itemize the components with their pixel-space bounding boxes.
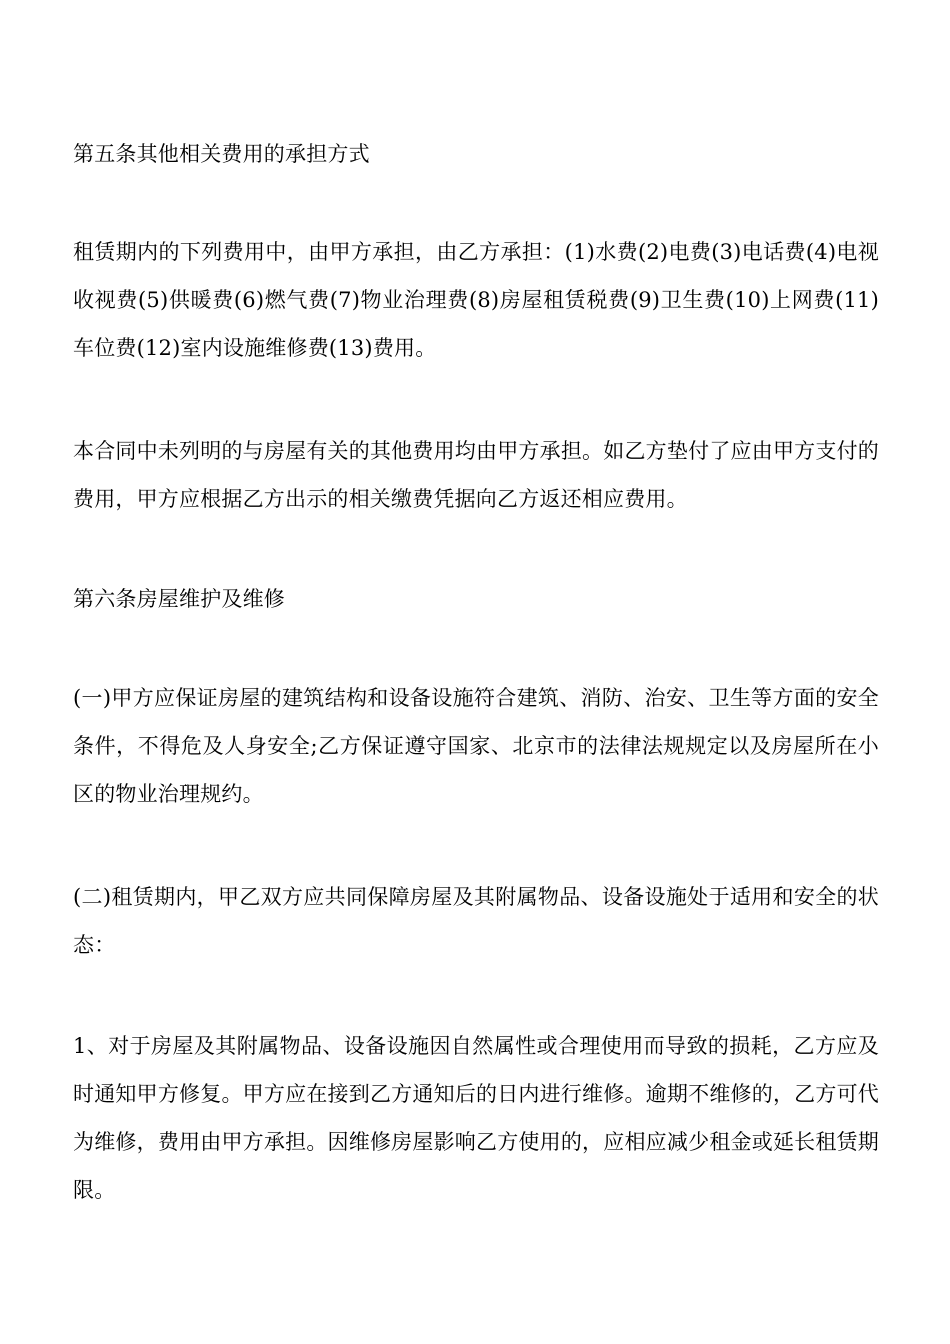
section6-item-1: (一)甲方应保证房屋的建筑结构和设备设施符合建筑、消防、治安、卫生等方面的安全条件，不得危及人身安全;乙方保证遵守国家、北京市的法律法规规定以及房屋所在小区的物业治理规约。	[73, 686, 879, 806]
section6-item-2-subitem-1: 1、对于房屋及其附属物品、设备设施因自然属性或合理使用而导致的损耗，乙方应及时通知甲方修复。甲方应在接到乙方通知后的日内进行维修。逾期不维修的，乙方可代为维修，费用由甲方承担。因维修房屋影响乙方使用的，应相应减少租金或延长租赁期限。	[73, 1034, 879, 1202]
section5-paragraph-2: 本合同中未列明的与房屋有关的其他费用均由甲方承担。如乙方垫付了应由甲方支付的费用，甲方应根据乙方出示的相关缴费凭据向乙方返还相应费用。	[73, 439, 879, 511]
section6-title: 第六条房屋维护及维修	[73, 587, 285, 611]
section5-paragraph-1: 租赁期内的下列费用中，由甲方承担，由乙方承担：(1)水费(2)电费(3)电话费(4)电视收视费(5)供暖费(6)燃气费(7)物业治理费(8)房屋租赁税费(9)卫生费(10)上网费(11)车位费(12)室内设施维修费(13)费用。	[73, 240, 879, 360]
section5-title: 第五条其他相关费用的承担方式	[73, 142, 370, 166]
section6-item-2: (二)租赁期内，甲乙双方应共同保障房屋及其附属物品、设备设施处于适用和安全的状态：	[73, 885, 879, 957]
